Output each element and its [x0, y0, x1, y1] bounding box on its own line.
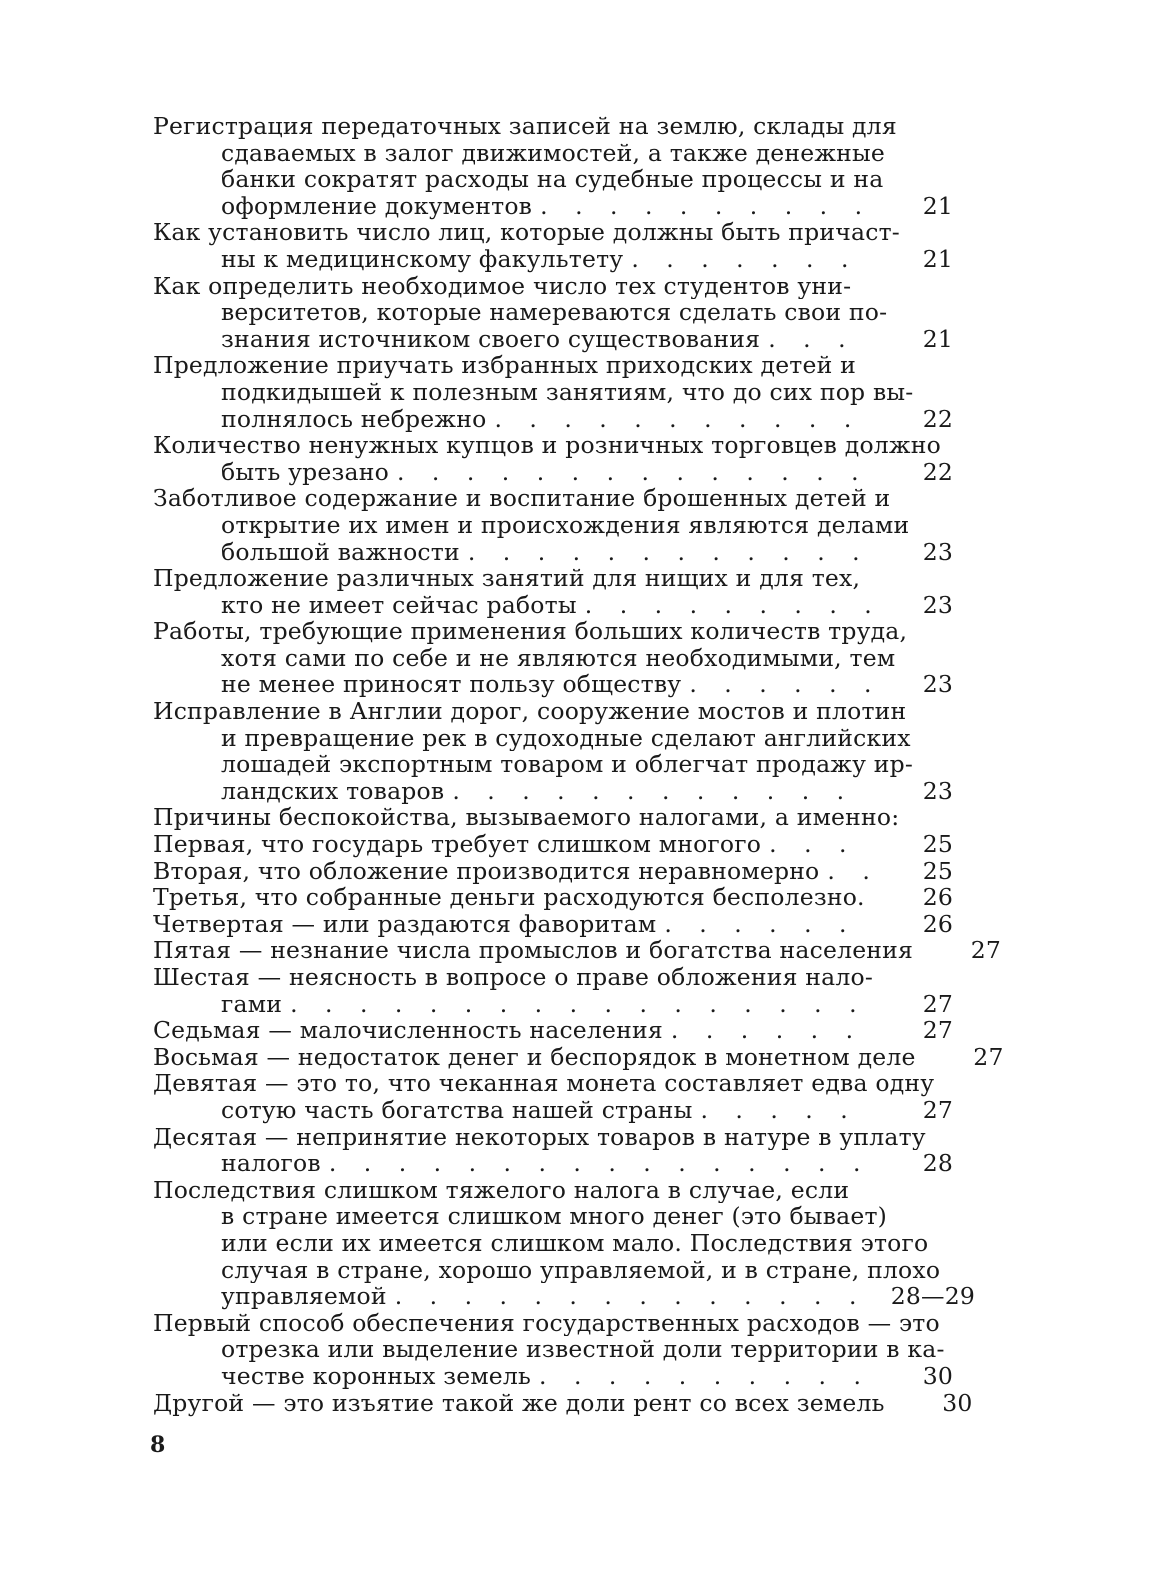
toc-entry-text: Количество ненужных купцов и розничных торговцев должно: [153, 432, 941, 459]
toc-entry: [153, 113, 953, 219]
toc-entry-text: открытие их имен и происхождения являются делами: [221, 511, 910, 539]
toc-page-number: 27: [970, 936, 1002, 965]
toc-entry-text: Исправление в Англии дорог, сооружение мостов и плотин: [153, 698, 907, 725]
toc-entry: [153, 273, 953, 353]
toc-entry: [153, 884, 953, 911]
toc-entry: [153, 1017, 953, 1044]
toc-entry-text: ландских товаров: [221, 776, 445, 805]
dot-leader: [329, 1150, 873, 1177]
toc-entry-text: Четвертая — или раздаются фаворитам: [153, 909, 657, 938]
toc-entry-text: гами: [221, 989, 283, 1018]
toc-entry-last-line: [153, 406, 953, 433]
toc-page-number: 30: [942, 1388, 973, 1417]
dot-leader: [700, 1097, 873, 1124]
toc-page-number: 21: [922, 244, 953, 273]
toc-entry-text: Регистрация передаточных записей на землю, склады для: [153, 113, 897, 140]
toc-entry-text: Шестая — неясность в вопросе о праве обложения нало-: [153, 964, 873, 991]
toc-entry-last-line: [153, 246, 953, 273]
toc-entry-last-line: [153, 831, 953, 858]
toc-entry-text: полнялось небрежно: [221, 404, 487, 433]
toc-entry-last-line: [153, 1388, 973, 1417]
dot-leader: [769, 831, 873, 858]
toc-entry-text: не менее приносят пользу обществу: [221, 670, 682, 699]
toc-entry-last-line: [153, 1363, 953, 1390]
toc-entry: [153, 219, 953, 272]
dot-leader: [397, 459, 873, 486]
dot-leader: [631, 246, 873, 273]
toc-page-number: 27: [922, 989, 953, 1018]
toc-entry: [153, 352, 953, 432]
toc-entry-text: Седьмая — малочисленность населения: [153, 1016, 663, 1045]
toc-entry-text: подкидышей к полезным занятиям, что до сих пор вы-: [221, 378, 914, 406]
toc-page-number: 23: [922, 776, 953, 805]
toc-entry-last-line: [153, 858, 953, 885]
toc-entry-text: Вторая, что обложение производится неравномерно: [153, 856, 820, 885]
toc-entry-text: сдаваемых в залог движимостей, а также денежные: [221, 139, 886, 167]
toc-page-number: 23: [922, 670, 953, 699]
toc-entry-last-line: [153, 193, 953, 220]
toc-entry-text: налогов: [221, 1149, 321, 1178]
dot-leader: [671, 1017, 873, 1044]
toc-entry-text: Другой — это изъятие такой же доли рент со всех земель: [153, 1388, 885, 1417]
toc-page-number: 25: [922, 856, 953, 885]
toc-entry-last-line: [153, 936, 1002, 965]
table-of-contents: [153, 113, 1004, 1417]
toc-entry-last-line: [153, 1097, 953, 1124]
toc-entry-text: честве коронных земель: [221, 1361, 532, 1390]
dot-leader: [585, 592, 873, 619]
toc-entry-last-line: [153, 539, 953, 566]
dot-leader: [540, 193, 873, 220]
toc-page-number: 27: [922, 1095, 953, 1124]
toc-entry: [153, 1070, 953, 1123]
toc-page-number: 30: [922, 1361, 953, 1390]
toc-entry-text: и превращение рек в судоходные сделают английских: [221, 724, 911, 752]
toc-entry: [153, 565, 953, 618]
toc-entry-last-line: [153, 1150, 953, 1177]
toc-entry: [153, 804, 953, 831]
toc-entry-last-line: [153, 1017, 953, 1044]
toc-page-number: 28—29: [890, 1282, 975, 1311]
toc-page-number: 23: [922, 537, 953, 566]
dot-leader: [395, 1283, 873, 1310]
dot-leader: [452, 778, 873, 805]
dot-leader: [689, 671, 873, 698]
toc-page-number: 26: [922, 909, 953, 938]
dot-leader: [664, 911, 873, 938]
toc-entry-last-line: [153, 671, 953, 698]
toc-page-number: 26: [922, 883, 953, 912]
toc-entry-text: в стране имеется слишком много денег (это бывает): [221, 1203, 888, 1230]
toc-entry-text: управляемой: [221, 1282, 387, 1311]
toc-entry-text: Последствия слишком тяжелого налога в случае, если: [153, 1176, 850, 1204]
toc-entry-text: Заботливое содержание и воспитание брошенных детей и: [153, 485, 891, 512]
toc-entry-text: случая в стране, хорошо управляемой, и в стране, плохо: [221, 1256, 941, 1284]
toc-page-number: 27: [973, 1042, 1004, 1071]
toc-entry-text: сотую часть богатства нашей страны: [221, 1095, 693, 1124]
toc-entry-last-line: [153, 884, 953, 911]
toc-entry-text: Пятая — незнание числа промыслов и богатства населения: [153, 936, 914, 965]
toc-entry-last-line: [153, 911, 953, 938]
toc-entry-last-line: [153, 459, 953, 486]
dot-leader: [494, 406, 873, 433]
toc-entry: [153, 1124, 953, 1177]
toc-entry-last-line: [153, 991, 953, 1018]
toc-entry-text: Девятая — это то, что чеканная монета составляет едва одну: [153, 1070, 935, 1097]
toc-entry-text: Предложение различных занятий для нищих и для тех,: [153, 565, 861, 592]
toc-page-number: 21: [922, 324, 953, 353]
toc-entry-text: Восьмая — недостаток денег и беспорядок в монетном деле: [153, 1042, 916, 1071]
page-number: 8: [150, 1432, 166, 1458]
toc-entry-text: Первый способ обеспечения государственных расходов — это: [153, 1309, 940, 1337]
dot-leader: [827, 858, 873, 885]
toc-entry: [153, 1176, 975, 1311]
toc-entry: [153, 1042, 1004, 1071]
toc-entry-text: Третья, что собранные деньги расходуются бесполезно.: [153, 883, 865, 912]
toc-entry-last-line: [153, 1042, 1004, 1071]
toc-entry-text: Десятая — непринятие некоторых товаров в натуре в уплату: [153, 1123, 926, 1151]
toc-entry-text: лошадей экспортным товаром и облегчат продажу ир-: [221, 751, 914, 778]
toc-entry-text: верситетов, которые намереваются сделать свои по-: [221, 299, 888, 326]
toc-entry-text: хотя сами по себе и не являются необходимыми, тем: [221, 644, 896, 672]
toc-entry-last-line: [153, 778, 953, 805]
dot-leader: [290, 991, 873, 1018]
toc-entry: [153, 485, 953, 565]
toc-entry-last-line: [153, 326, 953, 353]
toc-entry: [153, 698, 953, 804]
toc-entry-text: быть урезано: [221, 457, 389, 486]
toc-page-number: 22: [922, 404, 953, 433]
toc-entry: [153, 831, 953, 858]
toc-entry-text: или если их имеется слишком мало. Последствия этого: [221, 1229, 929, 1257]
toc-entry: [153, 618, 953, 698]
toc-entry-text: знания источником своего существования: [221, 324, 761, 353]
toc-entry: [153, 432, 953, 485]
toc-entry-text: Как определить необходимое число тех студентов уни-: [153, 272, 852, 300]
toc-entry: [153, 1310, 953, 1390]
toc-entry: [153, 936, 1002, 965]
toc-entry-text: Первая, что государь требует слишком многого: [153, 830, 762, 859]
toc-entry: [153, 1388, 973, 1417]
toc-entry-text: ны к медицинскому факультету: [221, 244, 624, 273]
toc-entry: [153, 911, 953, 938]
toc-entry-text: Причины беспокойства, вызываемого налогами, а именно:: [153, 804, 900, 832]
toc-entry-text: кто не имеет сейчас работы: [221, 590, 577, 619]
toc-page-number: 21: [922, 191, 953, 220]
toc-entry-last-line: [153, 592, 953, 619]
dot-leader: [468, 539, 873, 566]
toc-entry-text: Работы, требующие применения больших количеств труда,: [153, 618, 908, 645]
toc-page-number: 25: [922, 830, 953, 859]
toc-entry-text: оформление документов: [221, 191, 533, 220]
toc-entry-text: Предложение приучать избранных приходских детей и: [153, 352, 857, 379]
toc-entry-text: отрезка или выделение известной доли территории в ка-: [221, 1336, 945, 1363]
toc-page-number: 22: [922, 457, 953, 486]
dot-leader: [539, 1363, 873, 1390]
toc-entry-text: Как установить число лиц, которые должны быть причаст-: [153, 219, 900, 246]
toc-entry-last-line: [153, 1282, 975, 1311]
toc-entry-text: банки сократят расходы на судебные процессы и на: [221, 166, 884, 193]
toc-entry: [153, 964, 953, 1017]
toc-page-number: 27: [922, 1016, 953, 1045]
toc-entry: [153, 858, 953, 885]
dot-leader: [768, 326, 873, 353]
toc-page-number: 28: [922, 1149, 953, 1178]
toc-entry-text: большой важности: [221, 537, 460, 566]
toc-page-number: 23: [922, 590, 953, 619]
